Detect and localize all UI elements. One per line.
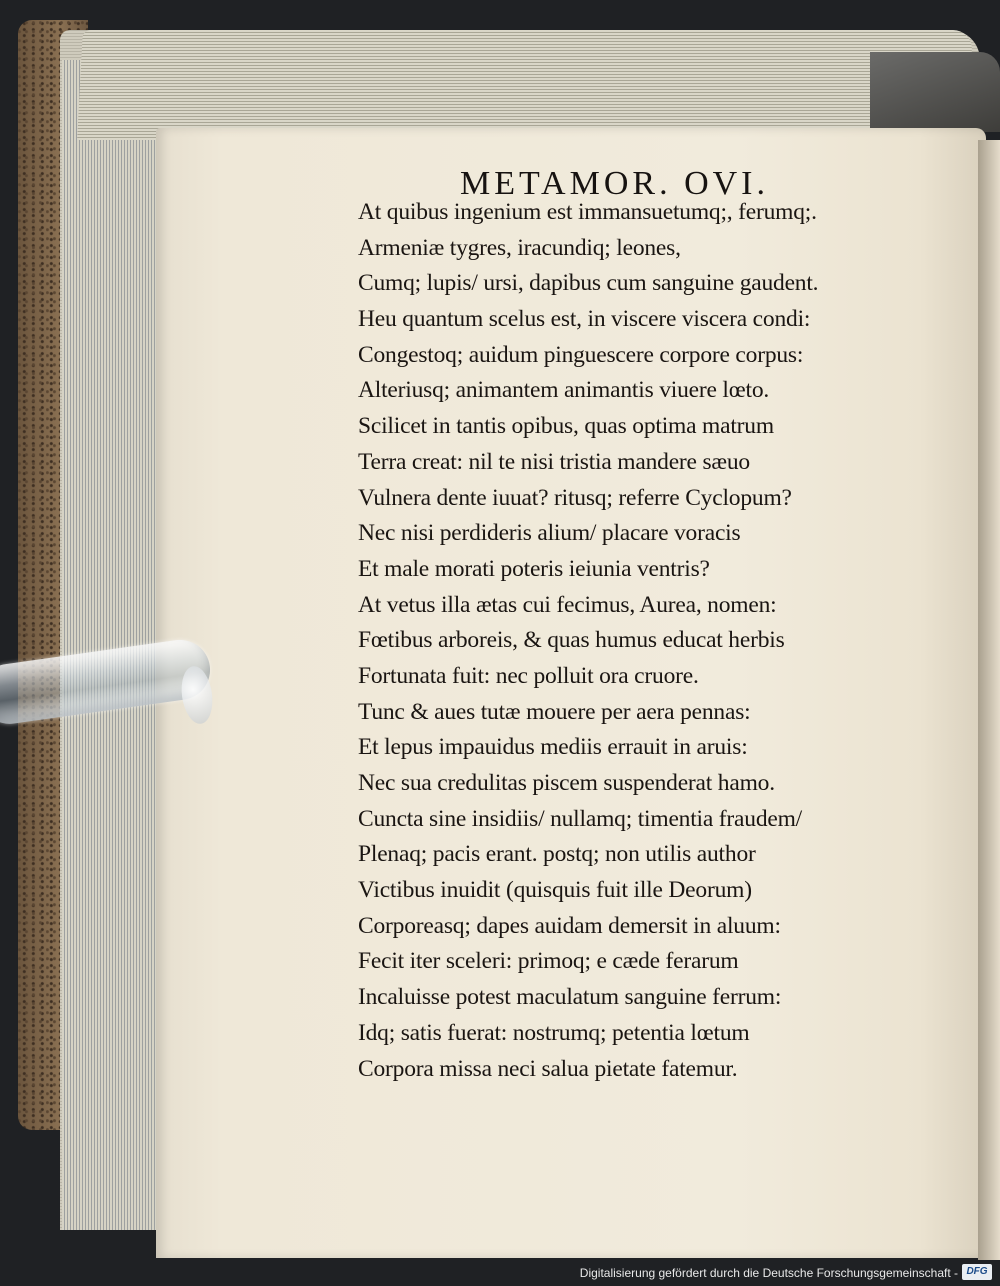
verse-line: Vulnera dente iuuat? ritusq; referre Cyclopum?	[358, 484, 792, 511]
verse-line: Cumq; lupis/ ursi, dapibus cum sanguine gaudent.	[358, 270, 819, 297]
verse-line: Nec sua credulitas piscem suspenderat hamo.	[358, 770, 775, 796]
verse-line: Scilicet in tantis opibus, quas optima matrum	[358, 413, 774, 440]
book-cover-corner	[870, 52, 1000, 132]
verse-line: Heu quantum scelus est, in viscere viscera condi:	[358, 306, 811, 333]
verse-line: Corporeasq; dapes auidam demersit in aluum:	[358, 912, 781, 939]
verse-line: At vetus illa ætas cui fecimus, Aurea, nomen:	[358, 591, 777, 618]
verse-line: Et lepus impauidus mediis errauit in aruis:	[358, 734, 748, 761]
page-gutter	[978, 140, 1000, 1260]
verse-line: Fœtibus arboreis, & quas humus educat herbis	[358, 627, 785, 654]
verse-line: Tunc & aues tutæ mouere per aera pennas:	[358, 698, 751, 725]
verse-line: Congestoq; auidum pinguescere corpore corpus:	[358, 341, 804, 368]
verse-line: Idq; satis fuerat: nostrumq; petentia lœtum	[358, 1019, 750, 1046]
dfg-logo: DFG	[962, 1264, 992, 1280]
page-edges-top	[77, 30, 973, 140]
verse-line: Corpora missa neci salua pietate fatemur.	[358, 1055, 738, 1082]
verse-line: Et male morati poteris ieiunia ventris?	[358, 555, 710, 582]
verse-line: Nec nisi perdideris alium/ placare voracis	[358, 520, 741, 547]
verse-line: At quibus ingenium est immansuetumq;, ferumq;.	[358, 199, 817, 225]
verse-line: Plenaq; pacis erant. postq; non utilis author	[358, 841, 756, 868]
verse-line: Victibus inuidit (quisquis fuit ille Deorum)	[358, 877, 752, 904]
funding-credit: Digitalisierung gefördert durch die Deutsche Forschungsgemeinschaft -	[579, 1266, 958, 1280]
verse-line: Incaluisse potest maculatum sanguine ferrum:	[358, 984, 782, 1011]
verse-line: Terra creat: nil te nisi tristia mandere sæuo	[358, 448, 750, 475]
verse-line: Alteriusq; animantem animantis viuere lœto.	[358, 377, 770, 404]
verse-line: Fortunata fuit: nec polluit ora cruore.	[358, 662, 699, 689]
running-head: METAMOR. OVI.	[460, 165, 769, 202]
verse-line: Armeniæ tygres, iracundiq; leones,	[358, 234, 681, 261]
verse-line: Cuncta sine insidiis/ nullamq; timentia fraudem/	[358, 805, 803, 832]
verse-block	[358, 195, 878, 1087]
verse-line: Fecit iter sceleri: primoq; e cæde ferarum	[358, 948, 739, 975]
footer-bar	[0, 1260, 1000, 1286]
